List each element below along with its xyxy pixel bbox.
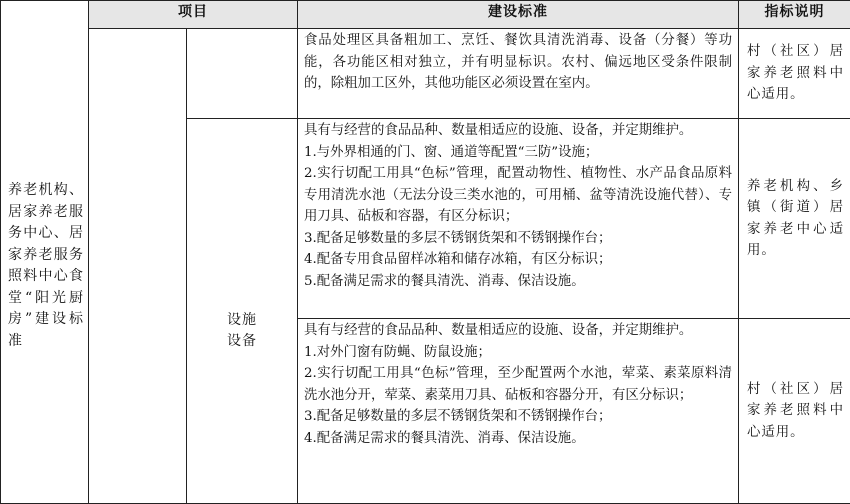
standard-cell (298, 119, 739, 319)
standard-line: 3.配备足够数量的多层不锈钢货架和不锈钢操作台； (304, 409, 612, 424)
standard-line: 4.配备专用食品留样冰箱和储存冰箱，有区分标识； (304, 252, 612, 267)
subcategory-cell (187, 119, 298, 504)
subcategory-label: 设施 设备 (227, 312, 257, 349)
standard-line: 具有与经营的食品品种、数量相适应的设施、设备，并定期维护。 (304, 123, 693, 138)
standard-cell (298, 29, 739, 119)
header-blank-cell (1, 1, 89, 29)
table-row (1, 29, 850, 119)
standard-line: 3.配备足够数量的多层不锈钢货架和不锈钢操作台； (304, 230, 612, 246)
category-cell: 养老机构、居家养老服务中心、居家养老服务照料中心食堂“阳光厨房”建设标准 (1, 29, 89, 504)
standard-cell (298, 319, 739, 504)
header-standard: 建设标准 (298, 1, 739, 29)
note-cell: 村（社区）居家养老照料中心适用。 (739, 29, 850, 119)
standard-line: 食品处理区具备粗加工、烹饪、餐饮具清洗消毒、设备（分餐）等功能，各功能区相对独立，并有明显标识。农村、偏远地区受条件限制的，除粗加工区外，其他功能区必须设置在室内。 (304, 33, 732, 91)
standard-line: 2.实行切配工用具“色标”管理，至少配置两个水池，荤菜、素菜原料清洗水池分开，荤菜、素菜用刀具、砧板和容器分开，有区分标识； (304, 366, 732, 403)
standard-line: 具有与经营的食品品种、数量相适应的设施、设备，并定期维护。 (304, 323, 693, 338)
note-cell: 养老机构、乡镇（街道）居家养老中心适用。 (739, 119, 850, 319)
header-item: 项目 (89, 1, 298, 29)
standard-line: 1.与外界相通的门、窗、通道等配置“三防”设施； (304, 144, 599, 160)
header-note: 指标说明 (739, 1, 850, 29)
header-row (1, 1, 850, 29)
standard-line: 5.配备满足需求的餐具清洗、消毒、保洁设施。 (304, 273, 585, 289)
group-cell-blank (89, 29, 187, 504)
subcategory-blank-cell (187, 29, 298, 119)
standard-line: 4.配备满足需求的餐具清洗、消毒、保洁设施。 (304, 430, 585, 446)
standard-line: 2.实行切配工用具“色标”管理，配置动物性、植物性、水产品食品原料专用清洗水池（无法分设三类水池的，可用桶、盆等清洗设施代替）、专用刀具、砧板和容器，有区分标识； (304, 166, 732, 224)
standard-line: 1.对外门窗有防蝇、防鼠设施； (304, 344, 491, 360)
note-cell: 村（社区）居家养老照料中心适用。 (739, 319, 850, 504)
